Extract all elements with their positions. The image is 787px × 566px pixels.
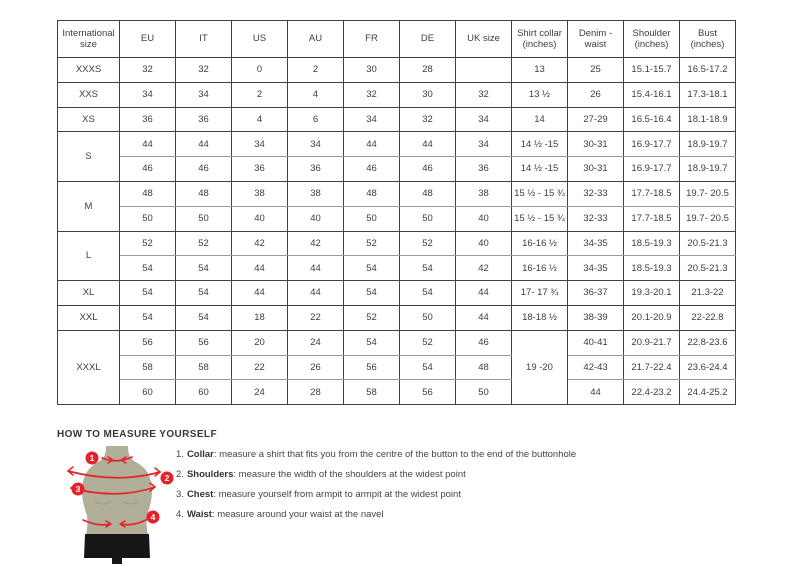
instruction-text: : measure around your waist at the navel — [211, 509, 384, 520]
table-cell: 52 — [120, 231, 176, 256]
header-cell: Shirt collar (inches) — [512, 21, 568, 58]
mannequin-shorts — [84, 534, 150, 564]
table-cell: 19 -20 — [512, 330, 568, 404]
table-cell: 28 — [288, 380, 344, 405]
table-cell: 34 — [232, 132, 288, 157]
table-cell: 18.9-19.7 — [680, 157, 736, 182]
size-chart-table — [57, 20, 736, 405]
table-cell: 14 ½ -15 — [512, 132, 568, 157]
table-cell: 17.7-18.5 — [624, 181, 680, 206]
instruction-number: 1. — [176, 449, 184, 460]
table-cell: 56 — [176, 330, 232, 355]
table-cell: 34 — [456, 132, 512, 157]
table-cell: 54 — [400, 281, 456, 306]
table-cell: 50 — [120, 206, 176, 231]
table-cell: 14 ½ -15 — [512, 157, 568, 182]
table-cell: 48 — [400, 181, 456, 206]
table-cell: 22 — [288, 305, 344, 330]
table-cell: 42-43 — [568, 355, 624, 380]
table-cell: 2 — [232, 82, 288, 107]
instruction-label: Collar — [186, 449, 214, 460]
table-cell: 56 — [344, 355, 400, 380]
table-row — [58, 181, 736, 206]
table-cell: 26 — [568, 82, 624, 107]
table-cell: 50 — [176, 206, 232, 231]
table-row — [58, 82, 736, 107]
header-cell: Shoulder (inches) — [624, 21, 680, 58]
table-cell: 24 — [232, 380, 288, 405]
instruction-label: Shoulders — [186, 469, 234, 480]
table-cell: 18.5-19.3 — [624, 256, 680, 281]
table-cell: 46 — [400, 157, 456, 182]
table-cell: 2 — [288, 58, 344, 83]
table-cell: 36 — [120, 107, 176, 132]
table-cell: 54 — [344, 330, 400, 355]
measure-instruction-chest — [176, 489, 576, 501]
waist-badge-number: 4 — [150, 512, 156, 522]
instruction-number: 4. — [176, 509, 184, 520]
table-row — [58, 132, 736, 157]
table-cell: 18.5-19.3 — [624, 231, 680, 256]
table-cell: 14 — [512, 107, 568, 132]
table-row — [58, 355, 736, 380]
table-cell: 52 — [176, 231, 232, 256]
table-cell: 20 — [232, 330, 288, 355]
table-cell: 40 — [232, 206, 288, 231]
table-cell: 16-16 ½ — [512, 231, 568, 256]
table-cell: 36 — [456, 157, 512, 182]
table-cell: 44 — [568, 380, 624, 405]
table-cell: 54 — [176, 256, 232, 281]
table-cell: 38 — [456, 181, 512, 206]
size-cell: XS — [58, 107, 120, 132]
table-cell: 54 — [400, 256, 456, 281]
table-cell: 27-29 — [568, 107, 624, 132]
table-cell: 36 — [288, 157, 344, 182]
table-cell: 17.3-18.1 — [680, 82, 736, 107]
table-cell: 60 — [120, 380, 176, 405]
table-cell: 50 — [344, 206, 400, 231]
table-cell: 50 — [400, 305, 456, 330]
table-cell: 19.7- 20.5 — [680, 206, 736, 231]
table-cell: 44 — [288, 256, 344, 281]
table-cell: 34 — [176, 82, 232, 107]
table-cell: 52 — [344, 305, 400, 330]
table-cell: 30 — [400, 82, 456, 107]
table-cell: 52 — [344, 231, 400, 256]
table-cell: 18.9-19.7 — [680, 132, 736, 157]
table-cell: 32 — [120, 58, 176, 83]
table-cell: 17- 17 ¾ — [512, 281, 568, 306]
table-row — [58, 330, 736, 355]
table-cell: 44 — [176, 132, 232, 157]
instruction-number: 2. — [176, 469, 184, 480]
table-cell: 16.9-17.7 — [624, 157, 680, 182]
chest-badge — [72, 483, 85, 496]
table-cell: 21.7-22.4 — [624, 355, 680, 380]
header-cell: AU — [288, 21, 344, 58]
table-cell: 48 — [456, 355, 512, 380]
table-cell: 28 — [400, 58, 456, 83]
size-cell: S — [58, 132, 120, 182]
table-cell: 30-31 — [568, 132, 624, 157]
table-cell: 20.5-21.3 — [680, 231, 736, 256]
table-cell: 20.5-21.3 — [680, 256, 736, 281]
table-cell: 18-18 ½ — [512, 305, 568, 330]
table-row — [58, 58, 736, 83]
table-cell: 52 — [400, 330, 456, 355]
table-cell: 13 — [512, 58, 568, 83]
header-cell: Bust (inches) — [680, 21, 736, 58]
instruction-text: : measure the width of the shoulders at the widest point — [233, 469, 466, 480]
table-cell: 32 — [176, 58, 232, 83]
table-cell: 34-35 — [568, 256, 624, 281]
header-cell: DE — [400, 21, 456, 58]
table-cell: 48 — [176, 181, 232, 206]
table-cell: 40-41 — [568, 330, 624, 355]
table-cell: 54 — [120, 256, 176, 281]
table-cell: 38 — [232, 181, 288, 206]
collar-badge-number: 1 — [89, 453, 95, 463]
table-cell: 42 — [456, 256, 512, 281]
instruction-text: : measure a shirt that fits you from the centre of the button to the end of the buttonhole — [213, 449, 577, 460]
table-cell: 25 — [568, 58, 624, 83]
table-row — [58, 157, 736, 182]
table-cell: 22.4-23.2 — [624, 380, 680, 405]
table-cell: 54 — [176, 281, 232, 306]
table-cell: 21.3-22 — [680, 281, 736, 306]
measure-instruction-waist — [176, 509, 576, 521]
table-cell: 40 — [456, 206, 512, 231]
table-cell: 0 — [232, 58, 288, 83]
table-cell: 17.7-18.5 — [624, 206, 680, 231]
table-cell: 48 — [120, 181, 176, 206]
table-cell: 34-35 — [568, 231, 624, 256]
header-cell: International size — [58, 21, 120, 58]
table-cell: 60 — [176, 380, 232, 405]
table-cell: 15 ½ - 15 ¾ — [512, 181, 568, 206]
table-cell: 38-39 — [568, 305, 624, 330]
collar-badge — [86, 452, 99, 465]
instruction-label: Waist — [186, 509, 212, 520]
table-cell: 54 — [176, 305, 232, 330]
table-cell: 20.9-21.7 — [624, 330, 680, 355]
header-cell: UK size — [456, 21, 512, 58]
table-row — [58, 281, 736, 306]
chest-badge-number: 3 — [75, 484, 81, 494]
instruction-number: 3. — [176, 489, 184, 500]
table-cell: 19.3-20.1 — [624, 281, 680, 306]
table-cell: 58 — [176, 355, 232, 380]
size-cell: M — [58, 181, 120, 231]
table-cell: 36-37 — [568, 281, 624, 306]
table-cell: 24 — [288, 330, 344, 355]
table-cell: 23.6-24.4 — [680, 355, 736, 380]
header-row — [58, 21, 736, 58]
table-cell: 22 — [232, 355, 288, 380]
instruction-label: Chest — [186, 489, 214, 500]
header-cell: US — [232, 21, 288, 58]
table-cell: 6 — [288, 107, 344, 132]
table-cell: 54 — [400, 355, 456, 380]
table-cell: 54 — [120, 281, 176, 306]
table-cell: 50 — [400, 206, 456, 231]
table-cell: 4 — [288, 82, 344, 107]
table-cell: 16.9-17.7 — [624, 132, 680, 157]
table-cell: 32-33 — [568, 181, 624, 206]
table-cell: 15.1-15.7 — [624, 58, 680, 83]
table-row — [58, 231, 736, 256]
table-cell: 40 — [456, 231, 512, 256]
table-cell: 44 — [456, 281, 512, 306]
table-cell: 40 — [288, 206, 344, 231]
table-cell: 46 — [456, 330, 512, 355]
mannequin-figure — [55, 444, 180, 565]
table-cell: 30 — [344, 58, 400, 83]
table-row — [58, 380, 736, 405]
table-cell: 46 — [120, 157, 176, 182]
waist-badge — [147, 511, 160, 524]
table-cell: 18 — [232, 305, 288, 330]
table-cell: 32 — [344, 82, 400, 107]
table-cell: 38 — [288, 181, 344, 206]
table-row — [58, 206, 736, 231]
size-chart-head — [58, 21, 736, 58]
table-cell: 44 — [456, 305, 512, 330]
size-cell: L — [58, 231, 120, 281]
table-cell: 44 — [400, 132, 456, 157]
table-cell: 22-22.8 — [680, 305, 736, 330]
table-cell: 30-31 — [568, 157, 624, 182]
table-cell: 13 ½ — [512, 82, 568, 107]
how-to-measure-heading: HOW TO MEASURE YOURSELF — [57, 429, 217, 440]
table-row — [58, 256, 736, 281]
header-cell: Denim - waist — [568, 21, 624, 58]
table-cell: 34 — [456, 107, 512, 132]
table-cell: 44 — [232, 256, 288, 281]
table-cell: 19.7- 20.5 — [680, 181, 736, 206]
table-cell: 22.8-23.6 — [680, 330, 736, 355]
table-cell: 16-16 ½ — [512, 256, 568, 281]
header-cell: IT — [176, 21, 232, 58]
table-cell: 24.4-25.2 — [680, 380, 736, 405]
shoulders-badge — [161, 472, 174, 485]
table-cell: 58 — [120, 355, 176, 380]
table-cell: 58 — [344, 380, 400, 405]
table-cell: 36 — [232, 157, 288, 182]
measure-instructions-list — [176, 449, 576, 529]
table-cell: 32 — [456, 82, 512, 107]
table-cell: 15.4-16.1 — [624, 82, 680, 107]
table-cell: 34 — [344, 107, 400, 132]
table-cell: 15 ½ - 15 ¾ — [512, 206, 568, 231]
table-cell: 26 — [288, 355, 344, 380]
table-cell: 44 — [288, 281, 344, 306]
header-cell: EU — [120, 21, 176, 58]
table-cell: 54 — [120, 305, 176, 330]
size-cell: XXXS — [58, 58, 120, 83]
table-cell: 20.1-20.9 — [624, 305, 680, 330]
table-cell — [456, 58, 512, 83]
table-cell: 36 — [176, 107, 232, 132]
measure-instruction-shoulders — [176, 469, 576, 481]
table-cell: 52 — [400, 231, 456, 256]
table-cell: 4 — [232, 107, 288, 132]
table-cell: 34 — [288, 132, 344, 157]
measure-instruction-collar — [176, 449, 576, 461]
table-cell: 42 — [288, 231, 344, 256]
table-cell: 44 — [344, 132, 400, 157]
table-cell: 54 — [344, 256, 400, 281]
table-cell: 16.5-16.4 — [624, 107, 680, 132]
table-cell: 46 — [344, 157, 400, 182]
table-cell: 32 — [400, 107, 456, 132]
header-cell: FR — [344, 21, 400, 58]
table-cell: 16.5-17.2 — [680, 58, 736, 83]
size-cell: XXL — [58, 305, 120, 330]
table-cell: 56 — [120, 330, 176, 355]
table-cell: 50 — [456, 380, 512, 405]
table-cell: 34 — [120, 82, 176, 107]
table-cell: 48 — [344, 181, 400, 206]
shoulders-badge-number: 2 — [164, 473, 170, 483]
size-cell: XXS — [58, 82, 120, 107]
table-cell: 54 — [344, 281, 400, 306]
table-cell: 42 — [232, 231, 288, 256]
table-cell: 46 — [176, 157, 232, 182]
size-cell: XXXL — [58, 330, 120, 404]
size-chart-body — [58, 58, 736, 405]
size-cell: XL — [58, 281, 120, 306]
size-chart-wrapper — [57, 20, 736, 405]
table-row — [58, 107, 736, 132]
table-cell: 18.1-18.9 — [680, 107, 736, 132]
table-cell: 44 — [232, 281, 288, 306]
table-cell: 32-33 — [568, 206, 624, 231]
table-cell: 44 — [120, 132, 176, 157]
table-row — [58, 305, 736, 330]
table-cell: 56 — [400, 380, 456, 405]
instruction-text: : measure yourself from armpit to armpit at the widest point — [213, 489, 461, 500]
